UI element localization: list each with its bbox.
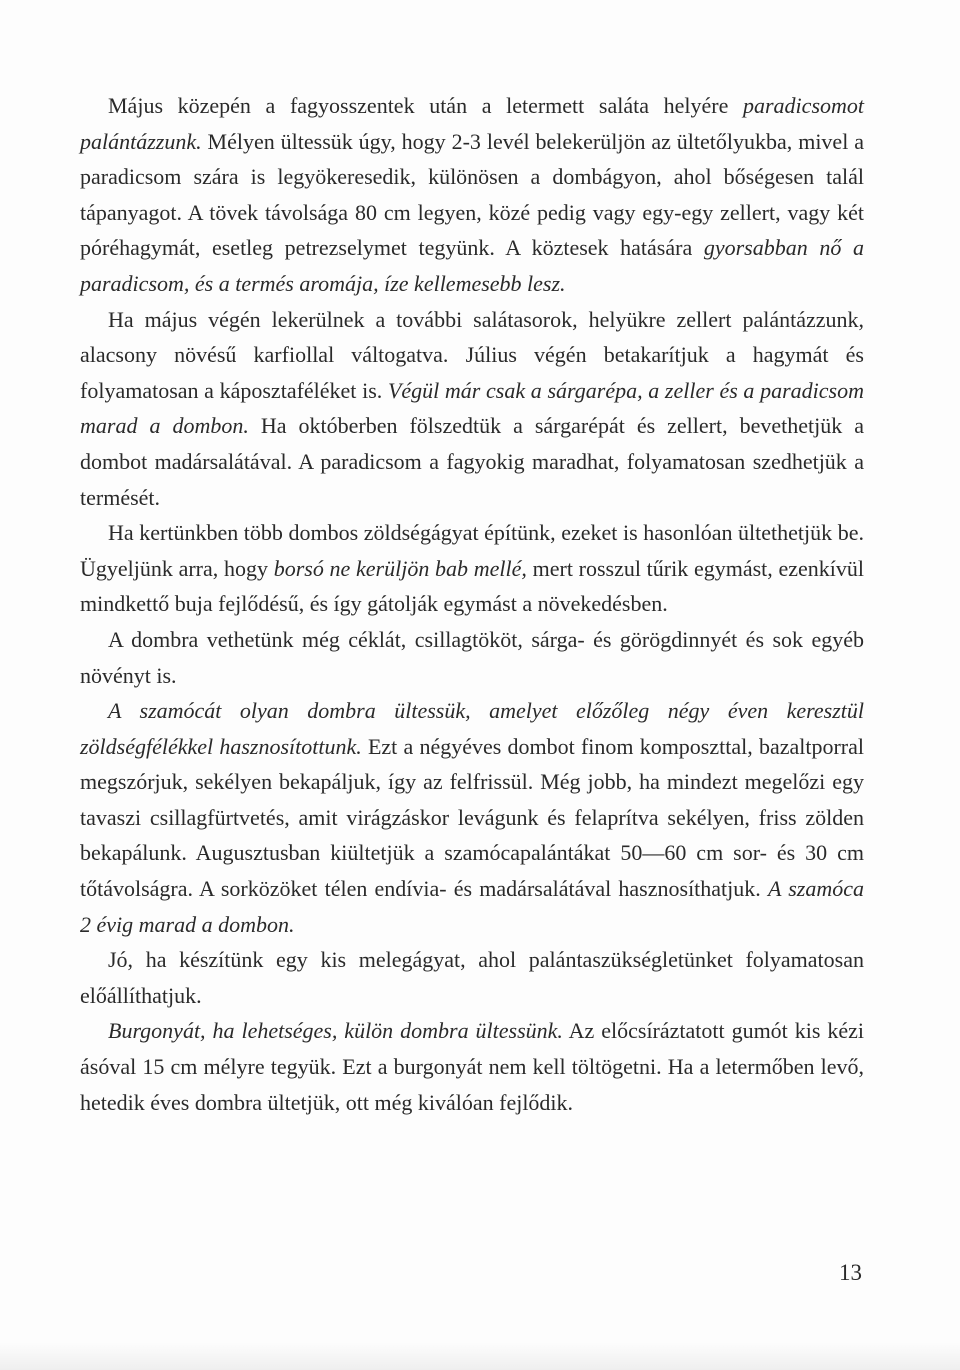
text-run: Május közepén a fagyosszentek után a letermett saláta helyére xyxy=(108,93,743,118)
emphasis-run: gyorsabban nő a paradicsom, és a termés aromája, íze kellemesebb lesz. xyxy=(80,235,865,296)
paragraph xyxy=(80,302,864,516)
text-run: Ha kertünkben több dombos zöldségágyat építünk, ezeket is hasonlóan ültethetjük be. Ügyeljünk arra, hogy xyxy=(80,520,864,581)
emphasis-run: paradicsomot palántázzunk. xyxy=(80,93,864,154)
paragraph xyxy=(80,693,864,942)
emphasis-run: A szamócát olyan dombra ültessük, amelyet előzőleg négy éven keresztül zöldségfélékkel hasznosítottunk. xyxy=(80,698,864,759)
paragraph xyxy=(80,942,864,1013)
emphasis-run: Burgonyát, ha lehetséges, külön dombra ültessünk. xyxy=(108,1018,563,1044)
paragraph xyxy=(80,88,864,302)
paragraph xyxy=(80,622,864,693)
text-run: A dombra vethetünk még céklát, csillagtököt, sárga- és görögdinnyét és sok egyéb növényt is. xyxy=(80,626,864,688)
text-run: Ezt a négyéves dombot finom komposzttal, bazaltporral megszórjuk, sekélyen bekapáljuk, így az felfrissül. Még jobb, ha mindezt megelőzi egy tavaszi csillagfürtvetés, amit virágzáskor levágunk és felaprítva sekélyen, friss zölden bekapálunk. Augusztusban kiültetjük a szamócapalántákat 50—60 cm sor- és 30 cm tőtávolságra. A sorközöket télen endívia- és madársalátával hasznosíthatjuk. xyxy=(80,733,864,902)
text-run: Mélyen ültessük úgy, hogy 2-3 levél belekerüljön az ültetőlyukba, mivel a paradicsom szára is legyökeresedik, különösen a dombágyon, ahol bőségesen talál tápanyagot. A tövek távolsága 80 cm legyen, közé pedig vagy egy-egy zellert, vagy két póréhagymát, esetleg petrezselymet tegyünk. A köztesek hatására xyxy=(80,128,864,261)
text-run: mert rosszul tűrik egymást, ezenkívül mindkettő buja fejlődésű, és így gátolják egymást a növekedésben. xyxy=(80,555,864,617)
emphasis-run: borsó ne kerüljön bab mellé, xyxy=(273,555,527,581)
scan-edge-shadow xyxy=(0,1342,960,1370)
paragraph xyxy=(80,515,864,622)
text-run: Ha októberben fölszedtük a sárgarépát és zellert, bevethetjük a dombot madársalátával. A paradicsom a fagyokig maradhat, folyamatosan szedhetjük a termését. xyxy=(80,413,864,510)
text-run: Ha május végén lekerülnek a további salátasorok, helyükre zellert palántázzunk, alacsony növésű karfiollal váltogatva. Július végén betakarítjuk a hagymát és folyamatosan a káposztaféléket is. xyxy=(80,306,864,403)
emphasis-run: A szamóca 2 évig marad a dombon. xyxy=(80,876,864,937)
text-run: Jó, ha készítünk egy kis melegágyat, ahol palántaszükségletünket folyamatosan előállíthatjuk. xyxy=(80,947,864,1008)
body-text xyxy=(80,88,864,1120)
text-run: Az előcsíráztatott gumót kis kézi ásóval 15 cm mélyre tegyük. Ezt a burgonyát nem kell töltögetni. Ha a letermőben levő, hetedik éves dombra ültetjük, ott még kiválóan fejlődik. xyxy=(80,1018,864,1115)
page-number: 13 xyxy=(839,1260,862,1285)
emphasis-run: Végül már csak a sárgarépa, a zeller és a paradicsom marad a dombon. xyxy=(80,377,864,439)
paragraph xyxy=(80,1013,864,1120)
